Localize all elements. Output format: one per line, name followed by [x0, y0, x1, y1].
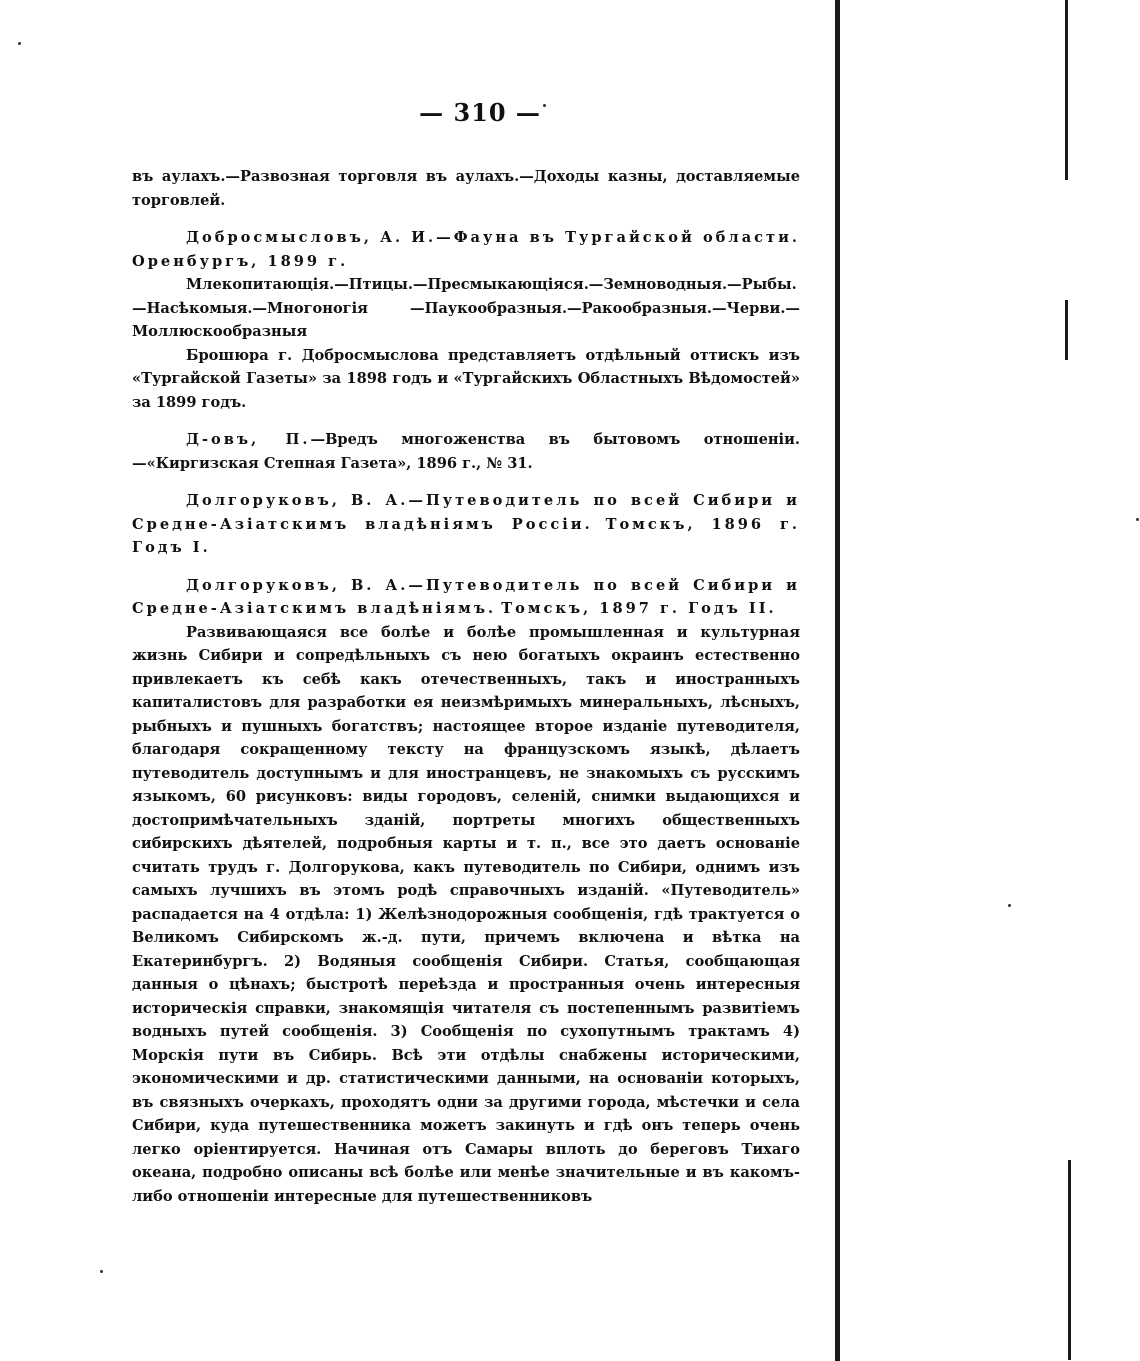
entry-note: Брошюра г. Добросмыслова представляетъ отдѣльный оттискъ изъ «Тургайской Газеты» за 1898 годъ и «Тургайскихъ Областныхъ Вѣдомостей» за 1899 годъ. [132, 346, 800, 411]
entry-imprint: Оренбургъ, 1899 г. [132, 252, 349, 270]
entry-imprint: 1896 г., № 31. [416, 454, 533, 472]
entry-review: Развивающаяся все болѣе и болѣе промышленная и культурная жизнь Сибири и сопредѣльныхъ съ нею богатыхъ окраинъ естественно привлекаетъ къ себѣ какъ отечественныхъ, такъ и иностранныхъ капиталистовъ для разработки ея неизмѣримыхъ минеральныхъ, лѣсныхъ, рыбныхъ и пушныхъ богатствъ; настоящее второе изданіе путеводителя, благодаря сокращенному тексту на французскомъ языкѣ, дѣлаетъ путеводитель доступнымъ и для иностранцевъ, не знакомыхъ съ русскимъ языкомъ, 60 рисунковъ: виды городовъ, селеній, снимки выдающихся и достопримѣчательныхъ зданій, портреты многихъ общественныхъ сибирскихъ дѣятелей, подробныя карты и т. п., все это даетъ основаніе считать трудъ г. Долгорукова, какъ путеводитель по Сибири, однимъ изъ самыхъ лучшихъ въ этомъ родѣ справочныхъ изданій. «Путеводитель» распадается на 4 отдѣла: 1) Желѣзнодорожныя сообщенія, гдѣ трактуется о Великомъ Сибирскомъ ж.-д. пути, причемъ включена и вѣтка на Екатеринбургъ. 2) Водяныя сообщенія Сибири. Статья, сообщающая данныя о цѣнахъ; быстротѣ переѣзда и пространныя очень интересныя историческія справки, знакомящія читателя съ постепеннымъ развитіемъ водныхъ путей сообщенія. 3) Сообщенія по сухопутнымъ трактамъ 4) Морскія пути въ Сибирь. Всѣ эти отдѣлы снабжены историческими, экономическими и др. статистическими данными, на основаніи которыхъ, въ связныхъ очеркахъ, проходятъ одни за другими города, мѣстечки и села Сибири, куда путешественника можетъ закинуть и гдѣ онъ теперь очень легко оріентируется. Начиная отъ Самары вплоть до береговъ Тихаго океана, подробно описаны всѣ болѣе или менѣе значительные и въ какомъ-либо отношеніи интересные для путешественниковъ [132, 623, 800, 1205]
entry-title: —Путеводитель по всей Сибири и Средне-Азіатскимъ владѣніямъ Россіи. [132, 492, 800, 533]
entry-title: —Вредъ многоженства въ бытовомъ отношеніи.—«Киргизская Степная Газета», [132, 431, 800, 472]
entry-dolgorukov-1896 [132, 489, 800, 560]
scan-edge-mark [1065, 300, 1068, 360]
entry-imprint: Томскъ, 1896 г. Годъ I. [132, 515, 800, 556]
bibliography-column [132, 165, 800, 1208]
scan-speck [1008, 904, 1011, 907]
continued-text: въ аулахъ.—Развозная торговля въ аулахъ.—Доходы казны, доставляемые торговлей. [132, 168, 800, 209]
entry-contents: Млекопитающія.—Птицы.—Пресмыкающіяся.—Земноводныя.—Рыбы.—Насѣкомыя.—Многоногія —Паукообразныя.—Ракообразныя.—Черви.—Моллюскообразныя [132, 276, 800, 340]
entry-author: Добросмысловъ, А. И. [186, 229, 437, 246]
entry-author: Долгоруковъ, В. А. [186, 492, 409, 509]
entry-title: —Фауна въ Тургайской области. [436, 229, 800, 246]
page-number: — 310 — [419, 98, 541, 127]
entry-title: —Путеводитель по всей Сибири и Средне-Азіатскимъ владѣніямъ. [132, 576, 800, 617]
entry-dobrosmyslov [132, 226, 800, 414]
entry-imprint: Томскъ, 1897 г. Годъ II. [501, 600, 777, 617]
entry-dolgorukov-1897 [132, 574, 800, 1209]
entry-dov [132, 428, 800, 475]
entry-author: Д-овъ, П. [186, 431, 311, 448]
scan-speck [1136, 518, 1139, 521]
scan-edge-mark [1068, 1160, 1071, 1360]
entry-author: Долгоруковъ, В. А. [186, 576, 409, 594]
scan-speck [100, 1270, 103, 1273]
page-gutter-rule [835, 0, 840, 1361]
scan-edge-mark [1065, 0, 1068, 180]
scan-speck [18, 42, 21, 45]
